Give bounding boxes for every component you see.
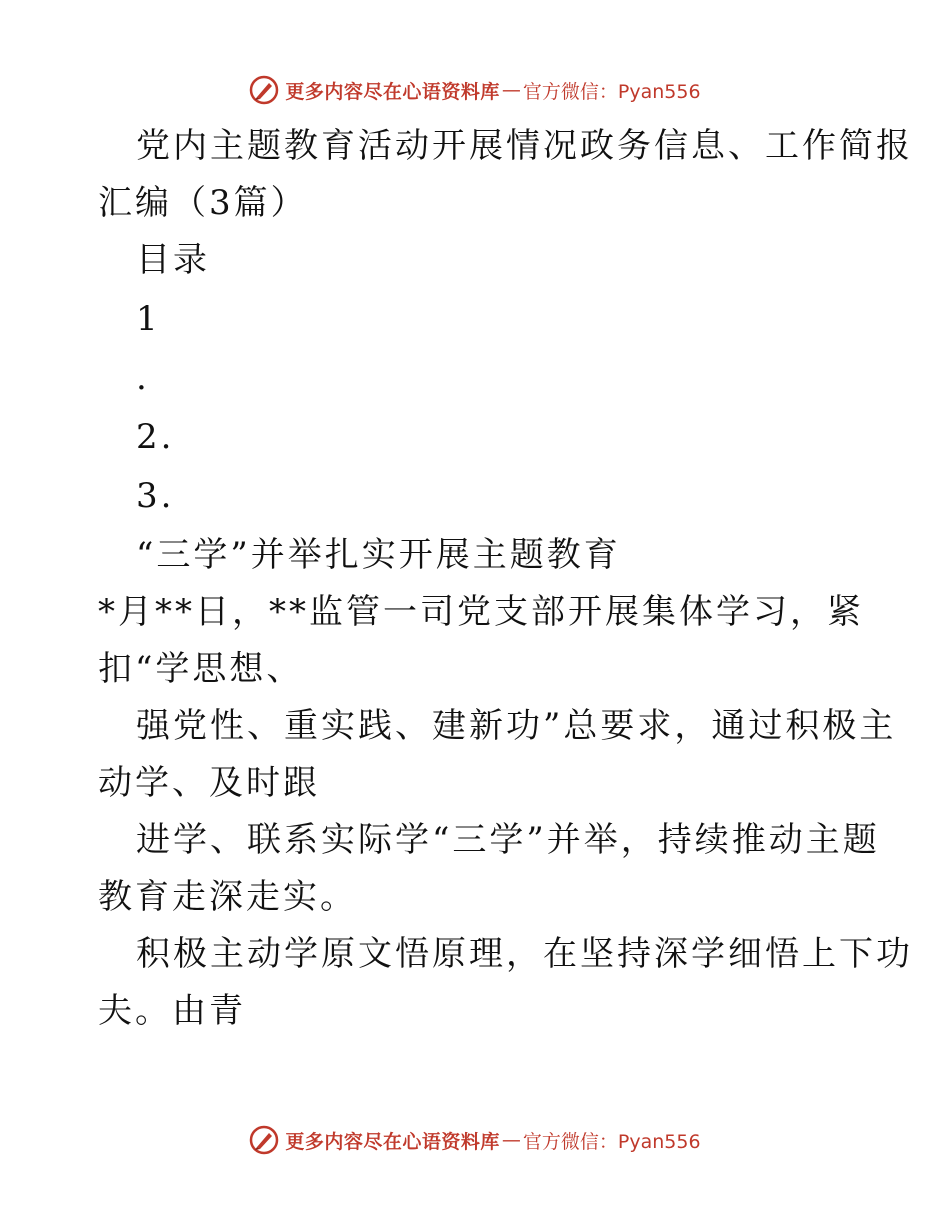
pen-logo-icon xyxy=(249,1125,279,1155)
document-body xyxy=(98,120,913,1037)
toc-item: 3. xyxy=(136,476,175,516)
section-heading: “三学”并举扎实开展主题教育 xyxy=(136,535,621,575)
banner-dash: — xyxy=(501,79,521,101)
paragraph-line: 教育走深走实。 xyxy=(98,877,357,917)
document-title-line2: 汇编（3篇） xyxy=(98,183,308,223)
paragraph-line: 扣“学思想、 xyxy=(98,649,304,689)
paragraph-line: 动学、及时跟 xyxy=(98,763,320,803)
toc-heading: 目录 xyxy=(136,240,210,280)
toc-item: 1 xyxy=(136,299,161,339)
paragraph-line: 强党性、重实践、建新功”总要求，通过积极主 xyxy=(136,706,897,746)
toc-item: . xyxy=(136,358,150,398)
document-title-line1: 党内主题教育活动开展情况政务信息、工作简报 xyxy=(136,126,913,166)
banner-wechat: 官方微信：Pyan556 xyxy=(522,1130,701,1153)
paragraph-line: 夫。由青 xyxy=(98,991,246,1031)
toc-item: 2. xyxy=(136,417,175,457)
banner-wechat: 官方微信：Pyan556 xyxy=(522,80,701,103)
banner-title: 更多内容尽在心语资料库 xyxy=(285,1130,500,1153)
header-banner xyxy=(0,70,950,110)
paragraph-line: 积极主动学原文悟原理，在坚持深学细悟上下功 xyxy=(136,934,913,974)
banner-dash: — xyxy=(501,1129,521,1151)
paragraph-line: 进学、联系实际学“三学”并举，持续推动主题 xyxy=(136,820,880,860)
banner-title: 更多内容尽在心语资料库 xyxy=(285,80,500,103)
paragraph-line: *月**日，**监管一司党支部开展集体学习，紧 xyxy=(98,592,864,632)
footer-banner xyxy=(0,1120,950,1160)
pen-logo-icon xyxy=(249,75,279,105)
